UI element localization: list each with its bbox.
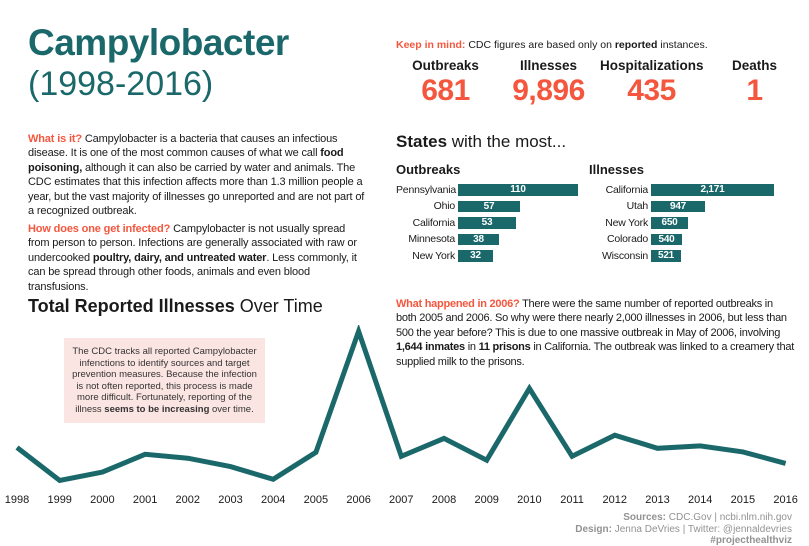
stat-label: Deaths — [731, 58, 777, 73]
line-chart-title-bold: Total Reported Illnesses — [28, 296, 235, 316]
bar-category-label: New York — [605, 216, 648, 229]
bar — [651, 234, 682, 246]
bar-category-label: New York — [412, 249, 455, 262]
what-happened-text-2: in — [464, 341, 479, 354]
what-happened-text-3: in California. The outbreak was linked to a creamery that supplied milk to the prisons. — [396, 341, 795, 368]
what-happened-text-1: There were the same number of reported outbreaks in both 2005 and 2006. So why were there nearly 2,000 illnesses in 2006, but less than 500 the year before? This is due to one massive outbreak in May of 2006, involving — [396, 298, 787, 339]
outbreaks-bar-chart — [396, 163, 578, 267]
stat-illnesses — [497, 58, 600, 108]
summary-stats-row — [394, 58, 806, 108]
bar-category-label: Colorado — [606, 233, 648, 246]
stat-hospitalizations — [600, 58, 703, 108]
x-axis-year-label: 1998 — [4, 494, 30, 506]
stat-label: Illnesses — [519, 58, 578, 73]
x-axis-year-label: 2009 — [474, 494, 499, 506]
bar-row — [589, 201, 774, 213]
bar-value-label: 32 — [470, 250, 481, 262]
bar — [651, 217, 688, 229]
x-axis-year-label: 2002 — [175, 494, 201, 506]
x-axis-year-label: 2014 — [687, 494, 713, 506]
note-text-1: The CDC tracks all reported Campylobacter infenctions to identify sources and target prevention measures. Because the infection is not often reported, this process is made more difficult. Fortunately, reporting of the illness — [72, 346, 257, 415]
bar-category-label: Minnesota — [408, 233, 455, 246]
outbreaks-chart-header: Outbreaks — [396, 162, 461, 177]
bar-row — [396, 201, 578, 213]
line-chart-title-rest: Over Time — [234, 296, 323, 316]
states-section-heading — [396, 132, 566, 152]
bar-row — [589, 250, 774, 262]
line-chart-title — [28, 296, 323, 317]
bar-category-label: Utah — [626, 200, 648, 213]
what-is-it-lead: What is it? — [28, 133, 82, 145]
how-infected-lead: How does one get infected? — [28, 223, 171, 235]
stat-value: 435 — [627, 74, 676, 107]
bar — [458, 217, 516, 229]
stat-value: 1 — [746, 74, 763, 107]
stat-value: 681 — [421, 74, 470, 107]
what-is-it-text-2: although it can also be carried by water and animals. The CDC estimates that this infection affects more than 1.3 million people a year, but the vast majority of illnesses go unreported and are not part of a recognized outbreak. — [28, 161, 365, 218]
bar-row — [589, 217, 774, 229]
bar-value-label: 650 — [661, 217, 678, 229]
how-infected-text-2: . Less commonly, it can be spread through other foods, animals and even blood transfusions. — [28, 251, 357, 293]
bar-value-label: 521 — [657, 250, 675, 262]
bar-value-label: 947 — [669, 200, 687, 212]
bar-row — [396, 234, 578, 246]
x-axis-year-label: 2010 — [517, 494, 542, 506]
keep-in-mind-text-1: CDC figures are based only on — [465, 39, 615, 51]
bar — [458, 184, 578, 196]
bar-row — [589, 184, 774, 196]
bar-category-label: California — [412, 216, 455, 229]
how-infected-text-1: Campylobacter is not usually spread from person to person. Infections are generally associated with raw or undercooked — [28, 223, 357, 264]
stat-label: Hospitalizations — [600, 58, 704, 73]
what-happened-lead: What happened in 2006? — [396, 298, 520, 310]
keep-in-mind-note — [396, 39, 708, 52]
keep-in-mind-lead: Keep in mind: — [396, 39, 466, 51]
stat-outbreaks — [394, 58, 497, 108]
x-axis-year-label: 2011 — [560, 494, 584, 506]
what-is-it-text-1: Campylobacter is a bacteria that causes an infectious disease. It is one of the most common causes of what we call — [28, 133, 338, 160]
bar — [651, 250, 681, 262]
note-text-2: over time. — [209, 403, 254, 415]
x-axis-year-label: 1999 — [47, 494, 72, 506]
stat-deaths — [703, 58, 806, 108]
keep-in-mind-text-2: instances. — [657, 39, 708, 51]
x-axis-year-label: 2008 — [431, 494, 457, 506]
states-heading-rest: with the most... — [447, 132, 567, 151]
stat-label: Outbreaks — [412, 58, 479, 73]
bar — [651, 201, 705, 213]
bar-value-label: 57 — [483, 200, 495, 212]
footer-design-text: Jenna DeVries | Twitter: @jennaldevries — [611, 523, 792, 535]
x-axis-year-label: 2006 — [346, 494, 371, 506]
what-happened-bold-1: 1,644 inmates — [396, 341, 465, 354]
footer-sources-label: Sources: — [623, 512, 667, 523]
bar — [651, 184, 774, 196]
illnesses-chart-header: Illnesses — [589, 162, 644, 177]
bar-value-label: 2,171 — [700, 184, 725, 196]
bar — [458, 201, 520, 213]
page-title-years: (1998-2016) — [28, 65, 214, 103]
footer-sources-line — [575, 512, 792, 524]
keep-in-mind-bold: reported — [614, 39, 658, 51]
footer-design-line — [575, 524, 792, 536]
x-axis-year-label: 2015 — [730, 494, 756, 506]
x-axis-year-label: 2013 — [645, 494, 670, 506]
bar-row — [396, 217, 578, 229]
bar-category-label: Pennsylvania — [396, 183, 457, 196]
bar-row — [396, 184, 578, 196]
bar-value-label: 53 — [481, 217, 493, 229]
bar-category-label: Wisconsin — [601, 249, 648, 262]
footer-sources-text: CDC.Gov | ncbi.nlm.nih.gov — [666, 512, 792, 523]
footer-design-label: Design: — [575, 523, 612, 535]
footer-credits — [575, 512, 792, 546]
illnesses-line-chart — [0, 325, 809, 515]
x-axis-year-label: 2003 — [218, 494, 243, 506]
what-happened-bold-2: 11 prisons — [478, 341, 531, 354]
bar-category-label: Ohio — [433, 200, 455, 213]
bar-category-label: California — [605, 183, 648, 196]
bar — [458, 250, 493, 262]
x-axis-year-label: 2005 — [303, 494, 329, 506]
what-is-it-bold-1: food poisoning, — [28, 147, 344, 174]
bar — [458, 234, 499, 246]
bar-row — [396, 250, 578, 262]
bar-value-label: 38 — [473, 233, 484, 245]
bar-value-label: 110 — [510, 184, 526, 196]
note-bold: seems to be increasing — [104, 403, 210, 415]
illnesses-line — [17, 331, 786, 480]
bar-row — [589, 234, 774, 246]
x-axis-year-label: 2001 — [132, 494, 158, 506]
stat-value: 9,896 — [512, 74, 585, 107]
states-heading-bold: States — [396, 132, 448, 151]
illnesses-bar-chart — [589, 163, 774, 267]
x-axis-year-label: 2012 — [602, 494, 628, 506]
what-is-it-paragraph — [28, 132, 366, 218]
x-axis-year-label: 2016 — [773, 494, 798, 506]
bar-value-label: 540 — [658, 233, 675, 245]
how-infected-bold-1: poultry, dairy, and untreated water — [92, 251, 267, 264]
page-title: Campylobacter — [28, 22, 289, 63]
x-axis-year-label: 2007 — [389, 494, 414, 506]
footer-hashtag: #projecthealthviz — [710, 535, 792, 546]
how-infected-paragraph — [28, 222, 366, 294]
x-axis-year-label: 2000 — [90, 494, 115, 506]
x-axis-year-label: 2004 — [260, 494, 286, 506]
